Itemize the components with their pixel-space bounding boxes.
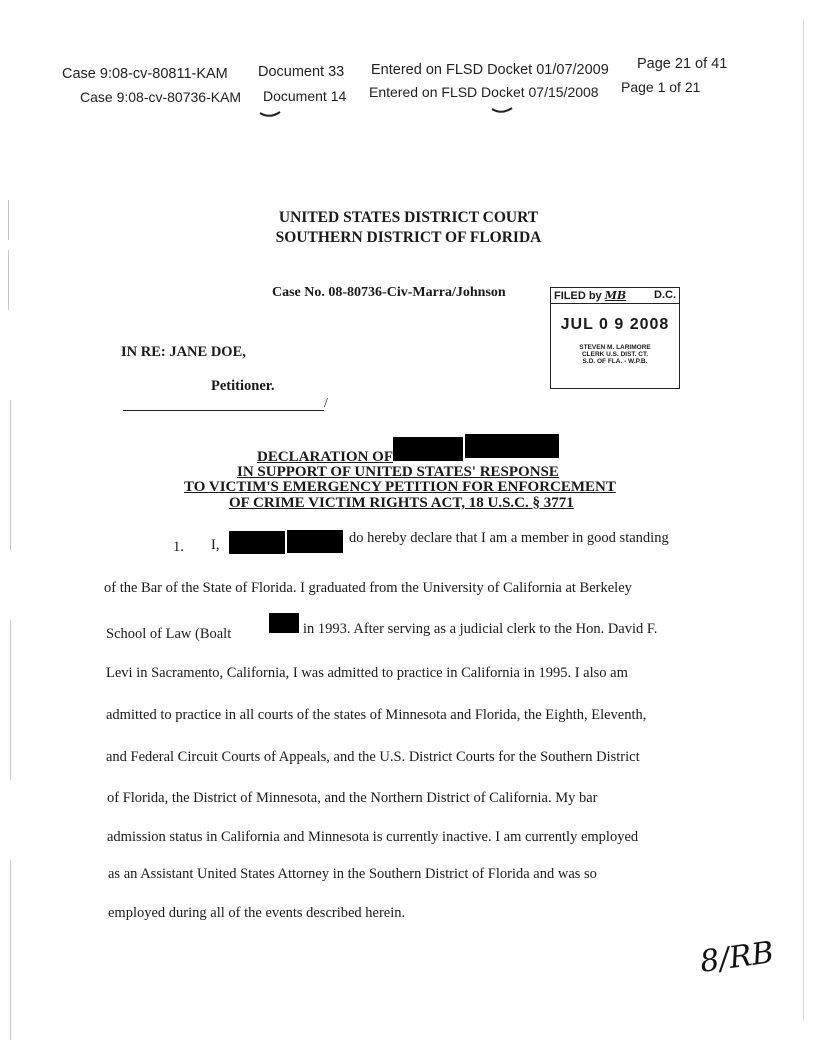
- stamp-clerk-name: STEVEN M. LARIMORE: [579, 344, 651, 351]
- paragraph-line-1: do hereby declare that I am a member in good standing: [349, 530, 669, 546]
- scan-artifact: [10, 620, 11, 780]
- redaction-box: [393, 437, 463, 461]
- court-district: SOUTHERN DISTRICT OF FLORIDA: [275, 229, 542, 246]
- paragraph-start: I,: [211, 537, 220, 553]
- handwritten-initials: 8/RB: [697, 935, 776, 980]
- declaration-title-3: TO VICTIM'S EMERGENCY PETITION FOR ENFORCEMENT: [184, 479, 616, 495]
- paragraph-line-10: employed during all of the events described herein.: [108, 905, 406, 921]
- scan-artifact: [803, 20, 804, 1020]
- scan-artifact: [8, 250, 9, 310]
- header-page-2: Page 1 of 21: [621, 79, 701, 95]
- paragraph-line-5: admitted to practice in all courts of the states of Minnesota and Florida, the Eighth, Eleventh,: [106, 707, 647, 723]
- declaration-title-2: IN SUPPORT OF UNITED STATES' RESPONSE: [237, 464, 559, 480]
- header-entered-2: Entered on FLSD Docket 07/15/2008: [369, 84, 599, 100]
- paragraph-line-7: of Florida, the District of Minnesota, and the Northern District of California. My bar: [107, 790, 598, 806]
- stamp-clerk-title: CLERK U.S. DIST. CT.: [581, 351, 649, 359]
- caption-slash: /: [324, 396, 328, 411]
- header-document-2: Document 14: [263, 88, 347, 104]
- stamp-date: JUL 0 9 2008: [560, 316, 670, 333]
- header-page-1: Page 21 of 41: [637, 56, 728, 72]
- redaction-box: [465, 434, 559, 458]
- case-number: Case No. 08-80736-Civ-Marra/Johnson: [272, 285, 506, 300]
- scan-mark: [258, 110, 282, 120]
- caption-in-re: IN RE: JANE DOE,: [121, 344, 246, 360]
- stamp-clerk-office: S.D. OF FLA. - W.P.B.: [582, 358, 648, 366]
- redaction-box: [287, 530, 343, 553]
- caption-rule: [123, 410, 324, 411]
- declaration-title-1: DECLARATION OF: [257, 449, 393, 465]
- declaration-title-4: OF CRIME VICTIM RIGHTS ACT, 18 U.S.C. § 3771: [229, 495, 574, 511]
- stamp-initials: MB: [604, 289, 627, 302]
- paragraph-line-3b: in 1993. After serving as a judicial clerk to the Hon. David F.: [303, 621, 658, 637]
- header-case-1: Case 9:08-cv-80811-KAM: [62, 66, 228, 82]
- paragraph-line-8: admission status in California and Minnesota is currently inactive. I am currently employed: [107, 829, 639, 845]
- header-case-2: Case 9:08-cv-80736-KAM: [80, 89, 242, 105]
- header-document-1: Document 33: [258, 64, 345, 80]
- scan-artifact: [10, 400, 11, 550]
- stamp-dc: D.C.: [654, 289, 676, 301]
- paragraph-line-9: as an Assistant United States Attorney in the Southern District of Florida and was so: [108, 866, 597, 882]
- scan-artifact: [10, 860, 11, 1040]
- court-name: UNITED STATES DISTRICT COURT: [278, 209, 539, 226]
- paragraph-number: 1.: [173, 539, 184, 555]
- scan-mark: [490, 106, 514, 116]
- paragraph-line-4: Levi in Sacramento, California, I was admitted to practice in California in 1995. I also am: [106, 665, 628, 681]
- paragraph-line-3a: School of Law (Boalt: [106, 626, 232, 642]
- redaction-box: [229, 531, 285, 554]
- paragraph-line-2: of the Bar of the State of Florida. I graduated from the University of California at Berkeley: [104, 580, 632, 596]
- redaction-box: [269, 613, 299, 633]
- caption-petitioner: Petitioner.: [211, 378, 275, 394]
- header-entered-1: Entered on FLSD Docket 01/07/2009: [371, 62, 609, 78]
- paragraph-line-6: and Federal Circuit Courts of Appeals, and the U.S. District Courts for the Southern District: [106, 749, 640, 765]
- filed-stamp: [550, 287, 680, 389]
- stamp-filed-by-label: FILED by: [554, 290, 602, 302]
